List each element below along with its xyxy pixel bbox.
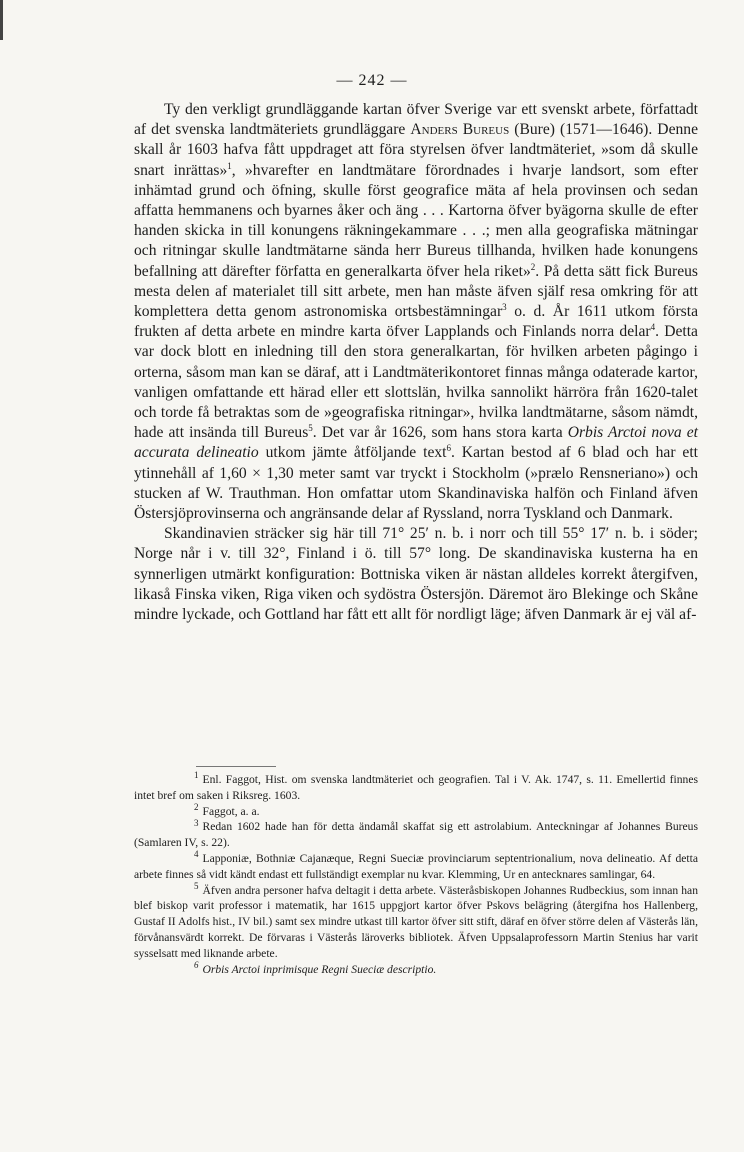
footnote-mark: 2 bbox=[194, 801, 199, 812]
map-title: Orbis Arctoi nova et accurata delineatio bbox=[134, 424, 698, 462]
text-run: utkom jämte åtföljande text bbox=[258, 444, 447, 462]
footnote-mark: 1 bbox=[194, 770, 199, 781]
text-run: . Kartan bestod af 6 blad och har ett ytinnehåll af 1,60 × 1,30 meter samt var tryckt i Stockholm (»prælo Rensneriano») och stucken af W. Trauthman. Hon omfattar utom Skandinaviska halfön och Finland äfven Östersjöprovinserna och angränsande delar af Ryssland, norra Tyskland och Danmark. bbox=[134, 444, 699, 523]
footnote-mark: 6 bbox=[194, 959, 199, 970]
text-run: , »hvarefter en landtmätare förordnades i hvarje landsort, som efter inhämtad grund och öfning, skulle först geografice mäta af hela provinsen och sedan affatta hemmanens och byarnes åker och äng . . . Kartorna öfver byägorna skulle de efter handen skicka in till konungens räkningekammare . . .; men alla geografiska mätningar och ritningar skulle landtmätarne sända herr Bureus tillhanda, hvilken hade konungens befallning att därefter författa en generalkarta öfver hela riket» bbox=[134, 161, 699, 280]
footnote-3 bbox=[134, 819, 698, 851]
footnote-ref-4[interactable]: 4 bbox=[650, 322, 656, 333]
main-text bbox=[134, 100, 698, 625]
footnotes bbox=[134, 772, 698, 977]
footnote-5 bbox=[134, 880, 698, 962]
paragraph-1 bbox=[134, 100, 698, 524]
footnote-ref-5[interactable]: 5 bbox=[308, 423, 313, 434]
text-run: o. d. År 1611 utkom första frukten af detta arbete en mindre karta öfver Lapplands och Finlands norra delar bbox=[134, 303, 698, 341]
text-run: . På detta sätt fick Bureus mesta delen af materialet till sitt arbete, men han måste äfven själf resa omkring för att komplettera detta genom astronomiska ortsbestämningar bbox=[134, 262, 699, 321]
footnote-ref-2[interactable]: 2 bbox=[530, 261, 536, 272]
footnote-4 bbox=[134, 851, 698, 883]
footnote-2 bbox=[134, 801, 698, 820]
footnote-text: Redan 1602 hade han för detta ändamål skaffat sig ett astrolabium. Anteckningar af Johannes Bureus (Samlaren IV, s. 22). bbox=[134, 820, 698, 850]
footnote-6 bbox=[134, 959, 698, 978]
footnote-text: Lapponiæ, Bothniæ Cajanæque, Regni Sueciæ provinciarum septentrionalium, nova delineatio. Af detta arbete finnes så vidt kändt endast ett fullständigt exemplar nu kvar. Klemming, Ur en antecknares samlingar, 64. bbox=[134, 851, 698, 881]
footnote-text: Enl. Faggot, Hist. om svenska landtmäteriet och geografien. Tal i V. Ak. 1747, s. 11. Emellertid finnes intet bref om saken i Riksreg. 1603. bbox=[134, 773, 698, 802]
footnote-ref-6[interactable]: 6 bbox=[446, 443, 452, 454]
footnote-divider bbox=[196, 766, 276, 767]
footnote-ref-1[interactable]: 1 bbox=[227, 160, 232, 171]
paragraph-2: Skandinavien sträcker sig här till 71° 25′ n. b. i norr och till 55° 17′ n. b. i söder; Norge når i v. till 32°, Finland i ö. till 57° long. De skandinaviska kusterna ha en synnerligen utmärkt konfiguration: Bottniska viken är nästan alldeles korrekt återgifven, likaså Finska viken, Riga viken och sydöstra Östersjön. Däremot äro Blekinge och Skåne mindre lyckade, och Gottland har fått ett allt för nordligt läge; äfven Danmark är ej väl af- bbox=[134, 525, 698, 624]
footnote-text: Faggot, a. a. bbox=[202, 804, 260, 818]
text-run: . Detta var dock blott en inledning till den stora generalkartan, för hvilken arbeten pågingo i orterna, såsom man kan se däraf, att i Landtmäterikontoret finnas många odaterade kartor, vanligen omfattande ett härad eller ett slottslän, hvilka sannolikt härröra från 1620-talet och torde få betraktas som de »geografiska ritningar», hvilka landtmätarne, såsom nämdt, hade att insända till Bureus bbox=[134, 323, 698, 442]
person-name: Anders Bureus bbox=[410, 121, 510, 139]
footnote-text: Äfven andra personer hafva deltagit i detta arbete. Västeråsbiskopen Johannes Rudbeckius, som innan han blef biskop varit professor i matematik, har 1615 uppgjort kartor öfver Pskovs belägring (återgifna hos Hallenberg, Gustaf II Adolfs hist., IV bil.) samt sex mindre utkast till kartor öfver sitt stift, däraf en öfver större delen af Västerås län, förvånansvärdt korrekt. De förvaras i Västerås läroverks bibliotek. Äfven Uppsalaprofessorn Martin Stenius har varit sysselsatt med liknande arbete. bbox=[134, 883, 698, 960]
footnote-mark: 3 bbox=[194, 817, 199, 828]
text-run: Ty den verkligt grundläggande kartan öfver Sverige var ett svenskt arbete, författadt af det svenska landtmäteriets grundläggare bbox=[134, 101, 698, 139]
footnote-mark: 5 bbox=[194, 880, 199, 891]
page-number: — 242 — bbox=[336, 72, 408, 89]
text-run: (Bure) (1571—1646). Denne skall år 1603 hafva fått uppdraget att föra styrelsen öfver landtmäteriet, »som då skulle snart inrättas» bbox=[134, 121, 699, 179]
footnote-ref-3[interactable]: 3 bbox=[502, 301, 507, 312]
scan-edge-mark bbox=[0, 0, 3, 40]
footnote-mark: 4 bbox=[194, 849, 199, 860]
text-run: . Det var år 1626, som hans stora karta bbox=[312, 424, 568, 442]
footnote-text: Orbis Arctoi inprimisque Regni Sueciæ descriptio. bbox=[202, 962, 437, 976]
footnote-1 bbox=[134, 772, 698, 804]
